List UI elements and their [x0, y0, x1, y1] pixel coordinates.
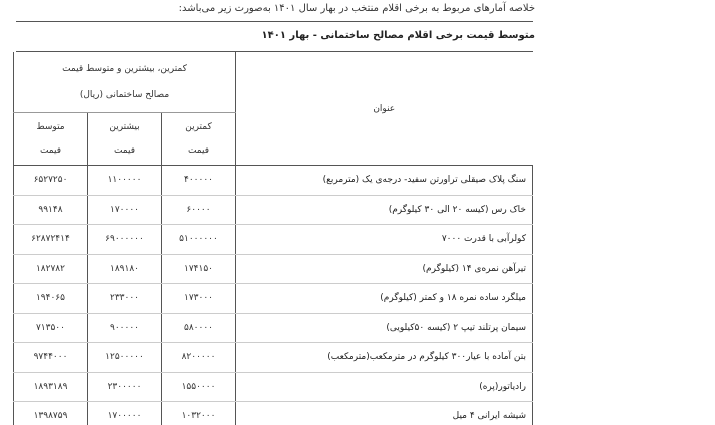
row-name: بتن آماده با عیار۳۰۰ کیلوگرم در مترمکعب(مترمکعب) — [236, 343, 533, 373]
header-title: عنوان — [373, 103, 396, 114]
header-min-line2: قیمت — [187, 146, 210, 156]
table-title: متوسط قیمت برخی اقلام مصالح ساختمانی - بهار ۱۴۰۱ — [261, 30, 535, 41]
header-group-cell — [13, 52, 235, 113]
row-max: ۱۲۵۰۰۰۰۰ — [88, 343, 162, 373]
table-row — [13, 195, 532, 225]
row-name: سیمان پرتلند تیپ ۲ (کیسه ۵۰کیلویی) — [236, 313, 533, 343]
row-max: ۶۹۰۰۰۰۰۰ — [88, 225, 162, 255]
table-row — [13, 284, 532, 314]
header-max-line1: بیشترین — [109, 122, 140, 132]
table-row — [13, 343, 532, 373]
row-max: ۱۷۰۰۰۰۰ — [88, 402, 162, 425]
header-min-line1: کمترین — [185, 122, 212, 132]
row-name: شیشه ایرانی ۴ میل — [236, 402, 533, 425]
header-avg-cell — [13, 113, 87, 166]
row-min: ۱۰۳۲۰۰۰ — [162, 402, 236, 425]
header-group-line1: کمترین، بیشترین و متوسط قیمت — [62, 64, 187, 74]
divider — [16, 21, 533, 22]
row-min: ۵۱۰۰۰۰۰۰ — [162, 225, 236, 255]
row-name: کولرآبی با قدرت ۷۰۰۰ — [236, 225, 533, 255]
header-avg-line2: قیمت — [39, 146, 62, 156]
header-group-line2: مصالح ساختمانی (ریال) — [79, 90, 170, 100]
row-avg: ۱۸۹۳۱۸۹ — [13, 372, 87, 402]
table-row — [13, 225, 532, 255]
row-name: رادیاتور(پره) — [236, 372, 533, 402]
row-max: ۱۸۹۱۸۰ — [88, 254, 162, 284]
row-avg: ۱۳۹۸۷۵۹ — [13, 402, 87, 425]
row-name: خاک رس (کیسه ۲۰ الی ۳۰ کیلوگرم) — [236, 195, 533, 225]
header-title-cell — [236, 52, 533, 166]
row-min: ۶۰۰۰۰ — [162, 195, 236, 225]
row-avg: ۱۸۲۷۸۲ — [13, 254, 87, 284]
row-max: ۱۱۰۰۰۰۰ — [88, 166, 162, 196]
row-min: ۵۸۰۰۰۰ — [162, 313, 236, 343]
row-avg: ۹۷۴۴۰۰۰ — [13, 343, 87, 373]
table-row — [13, 313, 532, 343]
table-row — [13, 372, 532, 402]
row-avg: ۷۱۳۵۰۰ — [13, 313, 87, 343]
row-name: میلگرد ساده نمره ۱۸ و کمتر (کیلوگرم) — [236, 284, 533, 314]
row-name: تیرآهن نمره‌ی ۱۴ (کیلوگرم) — [236, 254, 533, 284]
price-table-container — [16, 51, 533, 425]
row-avg: ۱۹۴۰۶۵ — [13, 284, 87, 314]
header-max-line2: قیمت — [113, 146, 136, 156]
intro-text: خلاصه آمارهای مربوط به برخی اقلام منتخب در بهار سال ۱۴۰۱ به‌صورت زیر می‌باشد: — [178, 3, 535, 14]
row-max: ۲۳۳۰۰۰ — [88, 284, 162, 314]
header-max-cell — [88, 113, 162, 166]
header-avg-line1: متوسط — [36, 122, 65, 132]
row-avg: ۹۹۱۴۸ — [13, 195, 87, 225]
table-row — [13, 166, 532, 196]
row-min: ۱۵۵۰۰۰۰ — [162, 372, 236, 402]
row-avg: ۶۵۲۷۲۵۰ — [13, 166, 87, 196]
table-row — [13, 254, 532, 284]
row-min: ۸۲۰۰۰۰۰ — [162, 343, 236, 373]
table-row — [13, 402, 532, 425]
row-max: ۹۰۰۰۰۰ — [88, 313, 162, 343]
row-min: ۴۰۰۰۰۰ — [162, 166, 236, 196]
row-min: ۱۷۳۰۰۰ — [162, 284, 236, 314]
row-max: ۱۷۰۰۰۰ — [88, 195, 162, 225]
row-avg: ۶۲۸۷۲۴۱۴ — [13, 225, 87, 255]
header-min-cell — [162, 113, 236, 166]
row-min: ۱۷۴۱۵۰ — [162, 254, 236, 284]
price-table — [13, 52, 533, 425]
row-max: ۲۳۰۰۰۰۰ — [88, 372, 162, 402]
row-name: سنگ پلاک صیقلی تراورتن سفید- درجه‌ی یک (مترمربع) — [236, 166, 533, 196]
